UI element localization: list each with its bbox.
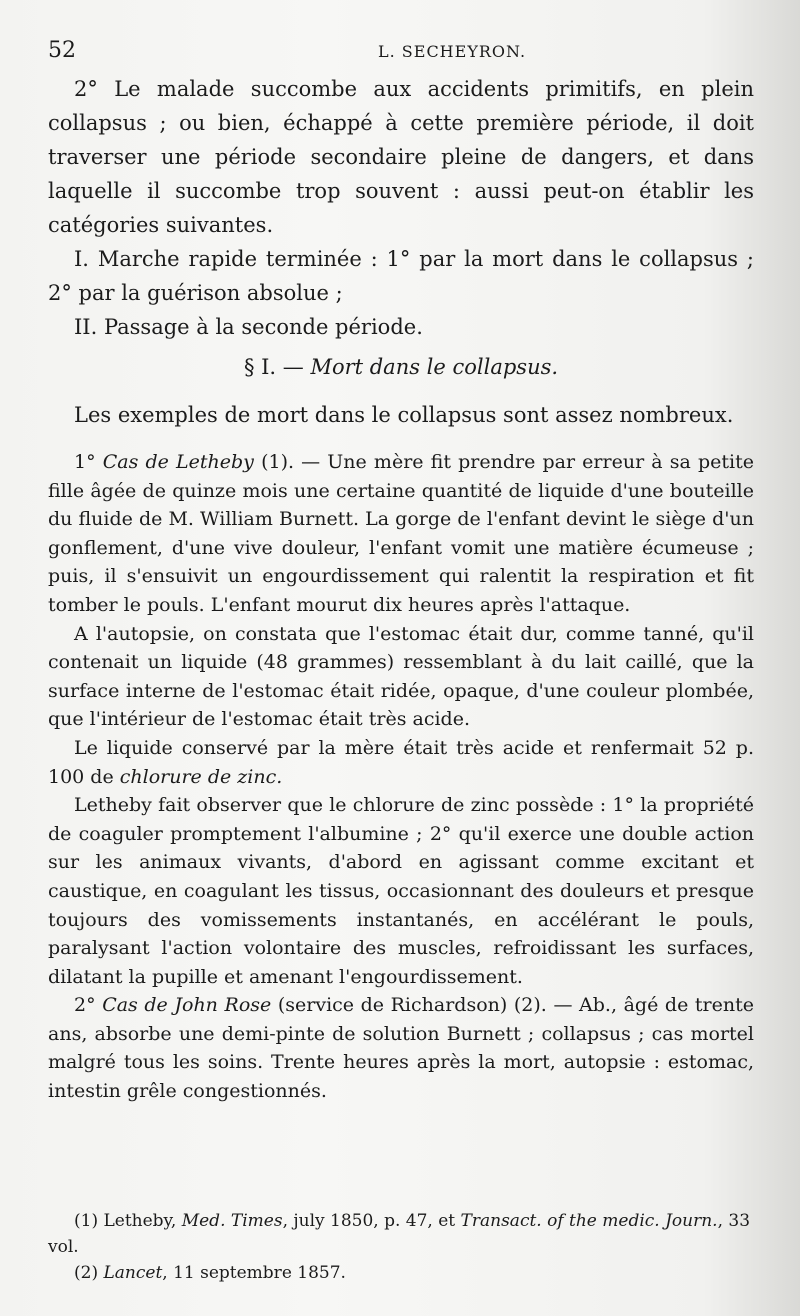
page-number: 52 [48, 38, 76, 63]
paragraph-category-1: I. Marche rapide terminée : 1° par la mort dans le collapsus ; 2° par la guérison absolue ; [48, 247, 754, 305]
body-text [48, 72, 754, 1106]
paragraph-examples: Les exemples de mort dans le collapsus sont assez nombreux. [74, 403, 734, 427]
paragraph-liquid [48, 734, 754, 791]
footnote-marker: (1) Letheby, [74, 1211, 182, 1231]
case-text: (1). — Une mère fit prendre par erreur à sa petite fille âgée de quinze mois une certaine quantité de liquide d'une bouteille du fluide de M. William Burnett. La gorge de l'enfant devint le siège d'un gonflement, d'une vive douleur, l'enfant vomit une matière écumeuse ; puis, il s'ensuivit un engourdissement qui ralentit la respiration et fit tomber le pouls. L'enfant mourut dix heures après l'attaque. [48, 451, 754, 616]
case-number: 2° [74, 994, 103, 1017]
footnote-1 [48, 1208, 754, 1260]
footnote-marker: (2) [74, 1263, 104, 1283]
paragraph-observation: Letheby fait observer que le chlorure de zinc possède : 1° la propriété de coaguler promptement l'albumine ; 2° qu'il exerce une double action sur les animaux vivants, d'abord en agissant comme excitant et caustique, en coagulant les tissus, occasionnant des douleurs et presque toujours des vomissements instantanés, en accélérant le pouls, paralysant l'action volontaire des muscles, refroidissant les surfaces, dilatant la pupille et amenant l'engourdissement. [48, 794, 754, 988]
section-number: § I. — [243, 355, 311, 379]
page-header [48, 38, 754, 68]
paragraph-category-2: II. Passage à la seconde période. [74, 315, 423, 339]
liquid-text: Le liquide conservé par la mère était très acide et renfermait 52 p. 100 de [48, 736, 754, 788]
running-head: L. SECHEYRON. [378, 42, 527, 61]
case-title: Cas de Letheby [102, 451, 254, 473]
footnotes [48, 1208, 754, 1286]
case-letheby [48, 448, 754, 620]
case-title: Cas de John Rose [102, 994, 272, 1017]
section-heading [48, 350, 754, 384]
citation-journal: Transact. of the medic. Journ. [460, 1211, 718, 1231]
citation-journal: Lancet [103, 1263, 163, 1283]
citation-text: , 33 vol. [48, 1211, 751, 1257]
footnote-2 [48, 1260, 754, 1286]
citation-text: , july 1850, p. 47, et [282, 1211, 461, 1231]
case-john-rose [48, 991, 754, 1105]
citation-text: , 11 septembre 1857. [162, 1263, 346, 1283]
chemical-name: chlorure de zinc. [119, 765, 283, 788]
citation-journal: Med. Times [181, 1211, 283, 1231]
paragraph-autopsy: A l'autopsie, on constata que l'estomac était dur, comme tanné, qu'il contenait un liquide (48 grammes) ressemblant à du lait caillé, que la surface interne de l'estomac était ridée, opaque, d'une couleur plombée, que l'intérieur de l'estomac était très acide. [48, 622, 754, 731]
case-text: (service de Richardson) (2). — Ab., âgé de trente ans, absorbe une demi-pinte de solution Burnett ; collapsus ; cas mortel malgré tous les soins. Trente heures après la mort, autopsie : estomac, intestin grêle congestionnés. [48, 994, 754, 1103]
paragraph-outcome: 2° Le malade succombe aux accidents primitifs, en plein collapsus ; ou bien, échappé à cette première période, il doit traverser une période secondaire pleine de dangers, et dans laquelle il succombe trop souvent : aussi peut-on établir les catégories suivantes. [48, 77, 754, 237]
section-title: Mort dans le collapsus. [310, 355, 559, 379]
case-block [48, 448, 754, 1106]
case-number: 1° [74, 451, 103, 473]
